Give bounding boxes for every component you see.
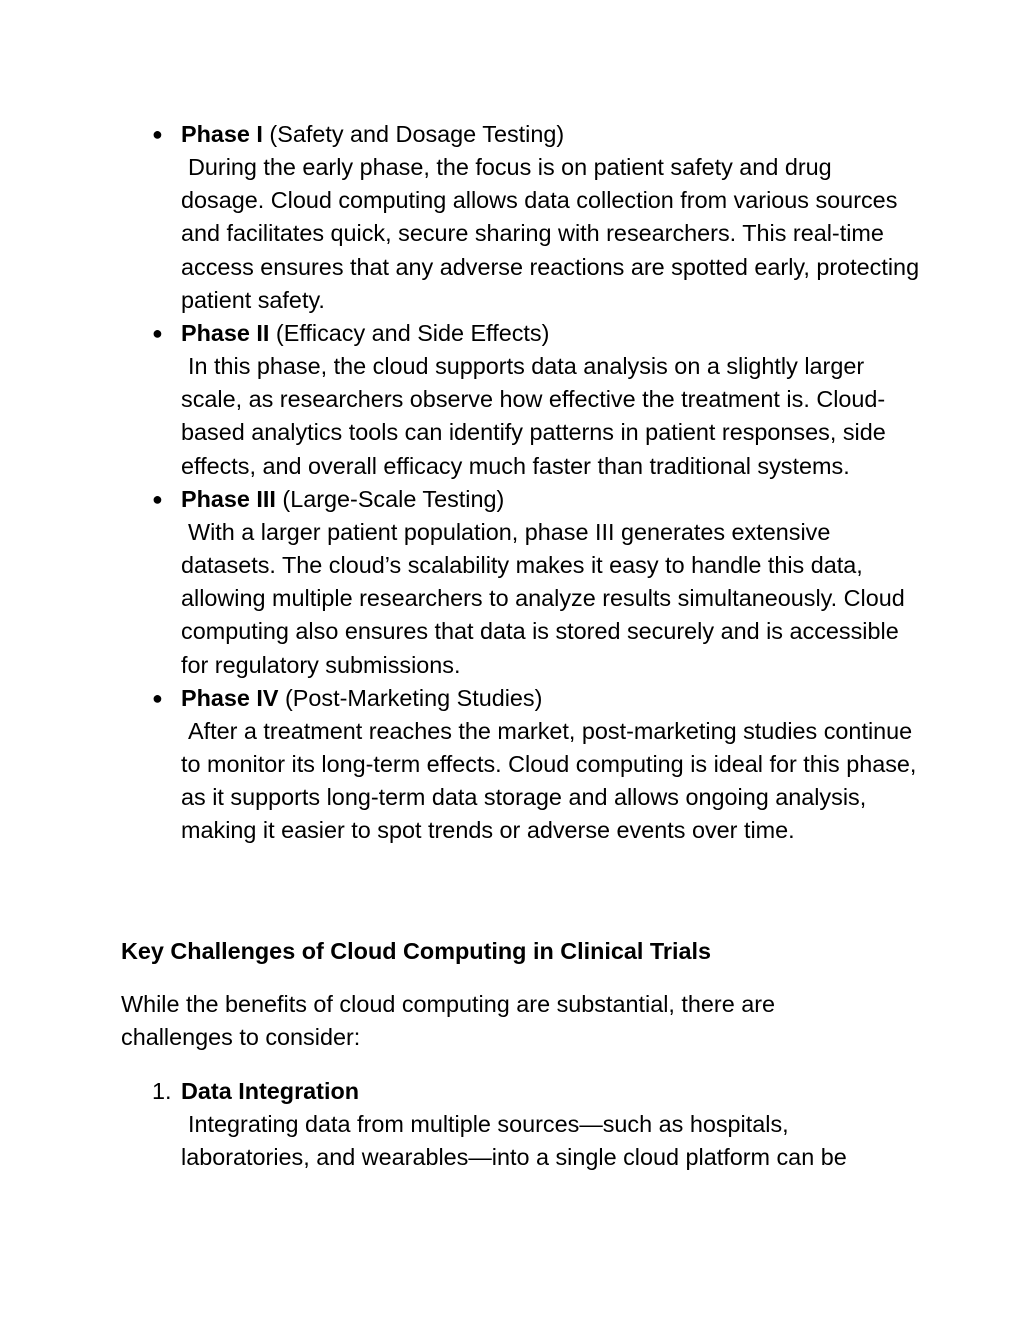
- challenge-title: Data Integration: [181, 1078, 360, 1104]
- phase-heading: [181, 486, 504, 512]
- list-item: [0, 317, 921, 483]
- phase-list: [0, 118, 1024, 847]
- phase-title: Phase IV: [181, 684, 279, 711]
- bullet-icon: ●: [152, 322, 163, 343]
- list-number: 1.: [152, 1078, 172, 1104]
- bullet-icon: ●: [152, 488, 163, 509]
- challenge-description: Integrating data from multiple sources—such as hospitals, laboratories, and wearables—into a single cloud platform can be: [181, 1111, 847, 1171]
- phase-description: In this phase, the cloud supports data analysis on a slightly larger scale, as researchers observe how effective the treatment is. Cloud-based analytics tools can identify patterns in patient responses, side effects, and overall efficacy much faster than traditional systems.: [181, 353, 886, 479]
- list-item: [0, 483, 921, 682]
- challenges-list: [0, 1075, 1024, 1174]
- bullet-icon: ●: [152, 124, 163, 144]
- phase-description: With a larger patient population, phase III generates extensive datasets. The cloud’s scalability makes it easy to handle this data, allowing multiple researchers to analyze results simultaneously. Cloud computing also ensures that data is stored securely and is accessible for regulatory submissions.: [181, 518, 905, 678]
- phase-title: Phase I: [181, 121, 263, 147]
- phase-subtitle: (Large-Scale Testing): [282, 485, 505, 512]
- list-item: [0, 1075, 921, 1174]
- bullet-icon: ●: [152, 687, 163, 708]
- phase-subtitle: (Safety and Dosage Testing): [269, 121, 565, 147]
- section-intro: While the benefits of cloud computing are substantial, there are challenges to consider:: [121, 991, 776, 1051]
- section-heading: Key Challenges of Cloud Computing in Clinical Trials: [121, 938, 712, 964]
- phase-heading: [181, 685, 542, 711]
- phase-heading: [181, 320, 549, 346]
- phase-subtitle: (Efficacy and Side Effects): [275, 319, 550, 346]
- phase-description: During the early phase, the focus is on patient safety and drug dosage. Cloud computing allows data collection from various sources and facilitates quick, secure sharing with researchers. This real-time access ensures that any adverse reactions are spotted early, protecting patient safety.: [181, 154, 920, 313]
- phase-title: Phase III: [181, 485, 276, 512]
- phase-heading: [181, 121, 564, 147]
- list-item: [0, 682, 921, 848]
- phase-description: After a treatment reaches the market, post-marketing studies continue to monitor its long-term effects. Cloud computing is ideal for this phase, as it supports long-term data storage and allows ongoing analysis, making it easier to spot trends or adverse events over time.: [181, 717, 917, 844]
- phase-title: Phase II: [181, 319, 270, 346]
- phase-subtitle: (Post-Marketing Studies): [285, 684, 543, 711]
- list-item: [0, 118, 921, 317]
